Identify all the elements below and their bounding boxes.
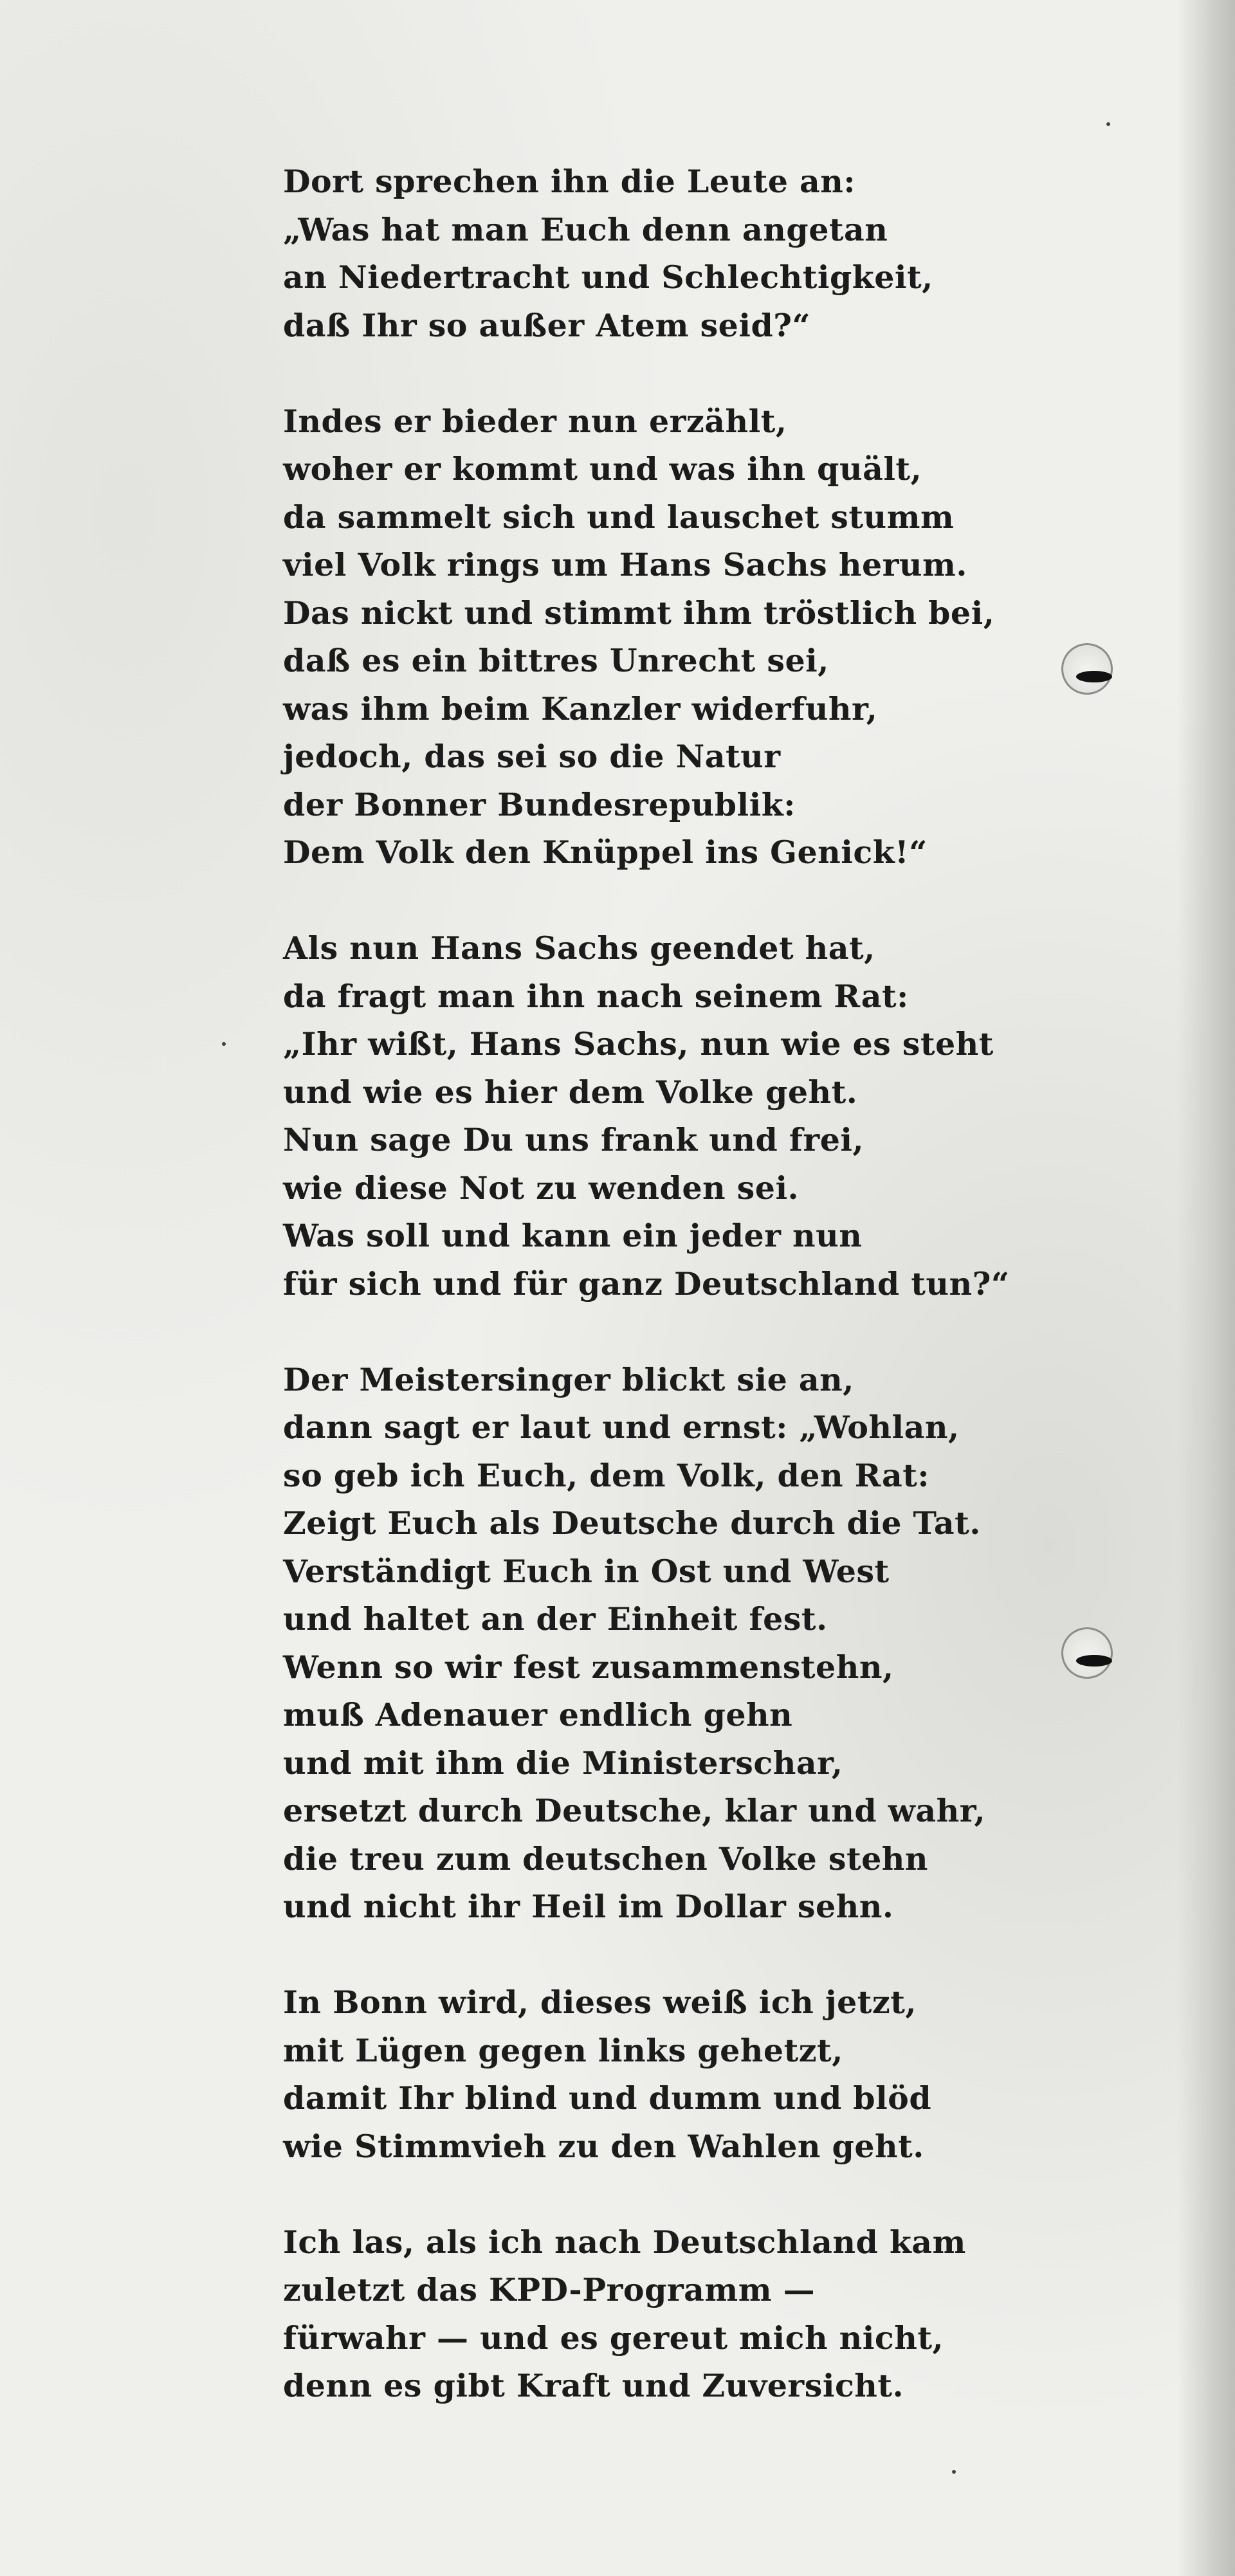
poem-line: muß Adenauer endlich gehn	[283, 1696, 793, 1733]
poem-line: Was soll und kann ein jeder nun	[283, 1217, 863, 1254]
poem-line: Ich las, als ich nach Deutschland kam	[283, 2223, 966, 2261]
paper-speck	[952, 2470, 956, 2474]
poem-line: fürwahr — und es gereut mich nicht,	[283, 2319, 944, 2357]
poem-line: dann sagt er laut und ernst: „Wohlan,	[283, 1409, 960, 1446]
poem-line: Indes er bieder nun erzählt,	[283, 402, 787, 440]
poem-line: und haltet an der Einheit fest.	[283, 1600, 828, 1638]
poem-line: „Ihr wißt, Hans Sachs, nun wie es steht	[283, 1025, 994, 1063]
poem-line: Als nun Hans Sachs geendet hat,	[283, 929, 875, 967]
poem-line: wie Stimmvieh zu den Wahlen geht.	[283, 2127, 924, 2165]
poem-line: Das nickt und stimmt ihm tröstlich bei,	[283, 594, 995, 632]
stanza	[283, 1356, 991, 1931]
stanza	[283, 1978, 991, 2170]
stanza	[283, 397, 995, 877]
poem-line: „Was hat man Euch denn angetan	[283, 210, 888, 248]
poem-line: damit Ihr blind und dumm und blöd	[283, 2079, 932, 2117]
poem-line: In Bonn wird, dieses weiß ich jetzt,	[283, 1984, 917, 2021]
poem-line: daß Ihr so außer Atem seid?“	[283, 306, 811, 344]
poem-line: daß es ein bittres Unrecht sei,	[283, 642, 829, 679]
stanza	[283, 924, 1010, 1308]
poem-line: zuletzt das KPD-Programm —	[283, 2271, 816, 2308]
poem-line: viel Volk rings um Hans Sachs herum.	[283, 546, 967, 583]
poem-line: was ihm beim Kanzler widerfuhr,	[283, 690, 878, 727]
poem-line: da sammelt sich und lauschet stumm	[283, 498, 955, 536]
poem-text	[283, 158, 1010, 2410]
punch-hole	[1061, 1627, 1113, 1679]
stanza	[283, 2218, 991, 2410]
paper-speck	[222, 1042, 226, 1046]
stanza	[283, 158, 991, 349]
poem-line: und wie es hier dem Volke geht.	[283, 1073, 858, 1111]
poem-line: Dort sprechen ihn die Leute an:	[283, 163, 855, 200]
poem-line: jedoch, das sei so die Natur	[283, 738, 781, 775]
poem-line: denn es gibt Kraft und Zuversicht.	[283, 2367, 904, 2404]
poem-line: für sich und für ganz Deutschland tun?“	[283, 1265, 1010, 1302]
poem-line: die treu zum deutschen Volke stehn	[283, 1840, 929, 1877]
poem-line: Zeigt Euch als Deutsche durch die Tat.	[283, 1504, 981, 1542]
paper-speck	[1106, 122, 1110, 126]
poem-line: Der Meistersinger blickt sie an,	[283, 1360, 854, 1398]
poem-line: Dem Volk den Knüppel ins Genick!“	[283, 834, 928, 871]
poem-line: so geb ich Euch, dem Volk, den Rat:	[283, 1456, 929, 1494]
poem-line: der Bonner Bundesrepublik:	[283, 785, 796, 823]
poem-line: an Niedertracht und Schlechtigkeit,	[283, 259, 933, 296]
poem-line: ersetzt durch Deutsche, klar und wahr,	[283, 1792, 986, 1829]
poem-line: woher er kommt und was ihn quält,	[283, 450, 922, 488]
poem-line: wie diese Not zu wenden sei.	[283, 1169, 800, 1207]
page-edge-shadow	[1177, 0, 1235, 2576]
poem-line: mit Lügen gegen links gehetzt,	[283, 2031, 843, 2069]
punch-hole	[1061, 643, 1113, 695]
poem-line: da fragt man ihn nach seinem Rat:	[283, 977, 909, 1015]
poem-line: Nun sage Du uns frank und frei,	[283, 1121, 864, 1158]
poem-line: Verständigt Euch in Ost und West	[283, 1552, 890, 1590]
poem-line: Wenn so wir fest zusammenstehn,	[283, 1648, 894, 1686]
poem-line: und mit ihm die Ministerschar,	[283, 1744, 843, 1782]
poem-line: und nicht ihr Heil im Dollar sehn.	[283, 1888, 894, 1925]
